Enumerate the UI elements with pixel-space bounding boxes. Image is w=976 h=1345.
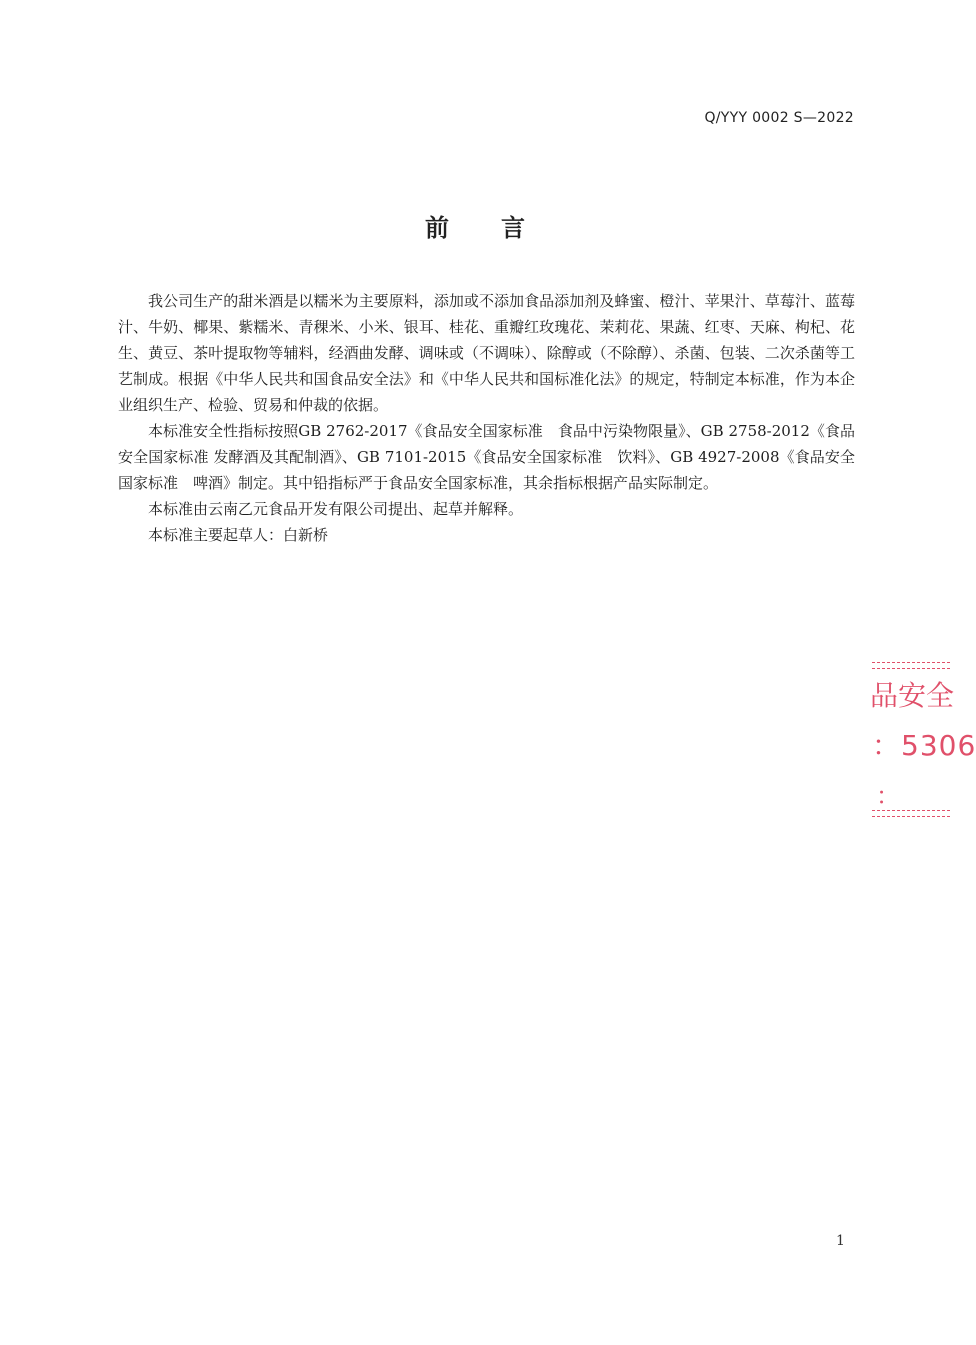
foreword-body	[118, 288, 855, 548]
stamp-text-line-2: ：5306	[872, 729, 976, 762]
stamp-text-line-3: ：	[876, 782, 900, 810]
paragraph-drafter: 本标准主要起草人：白新桥	[148, 526, 329, 544]
page-title	[0, 208, 950, 243]
stamp-text-line-1: 品安全	[870, 679, 955, 712]
paragraph-safety-indicators: 本标准安全性指标按照GB 2762-2017《食品安全国家标准 食品中污染物限量》、GB 2758-2012《食品安全国家标准 发酵酒及其配制酒》、GB 7101-2015《食品安全国家标准 饮料》、GB 4927-2008《食品安全国家标准 啤酒》制定。其中铅指标严于食品安全国家标准，其余指标根据产品实际制定。	[118, 422, 855, 492]
standard-code: Q/YYY 0002 S—2022	[704, 110, 854, 126]
title-char-1: 前	[425, 214, 449, 242]
paragraph-proposer: 本标准由云南乙元食品开发有限公司提出、起草并解释。	[148, 500, 524, 518]
stamp-bottom-border	[872, 810, 950, 817]
stamp-top-border	[872, 662, 950, 669]
title-char-2: 言	[501, 214, 525, 242]
filing-stamp	[870, 658, 976, 822]
paragraph-intro: 我公司生产的甜米酒是以糯米为主要原料，添加或不添加食品添加剂及蜂蜜、橙汁、苹果汁、草莓汁、蓝莓汁、牛奶、椰果、紫糯米、青稞米、小米、银耳、桂花、重瓣红玫瑰花、茉莉花、果蔬、红枣、天麻、枸杞、花生、黄豆、茶叶提取物等辅料，经酒曲发酵、调味或（不调味）、除醇或（不除醇）、杀菌、包装、二次杀菌等工艺制成。根据《中华人民共和国食品安全法》和《中华人民共和国标准化法》的规定，特制定本标准，作为本企业组织生产、检验、贸易和仲裁的依据。	[118, 292, 855, 414]
page-number: 1	[836, 1233, 845, 1249]
